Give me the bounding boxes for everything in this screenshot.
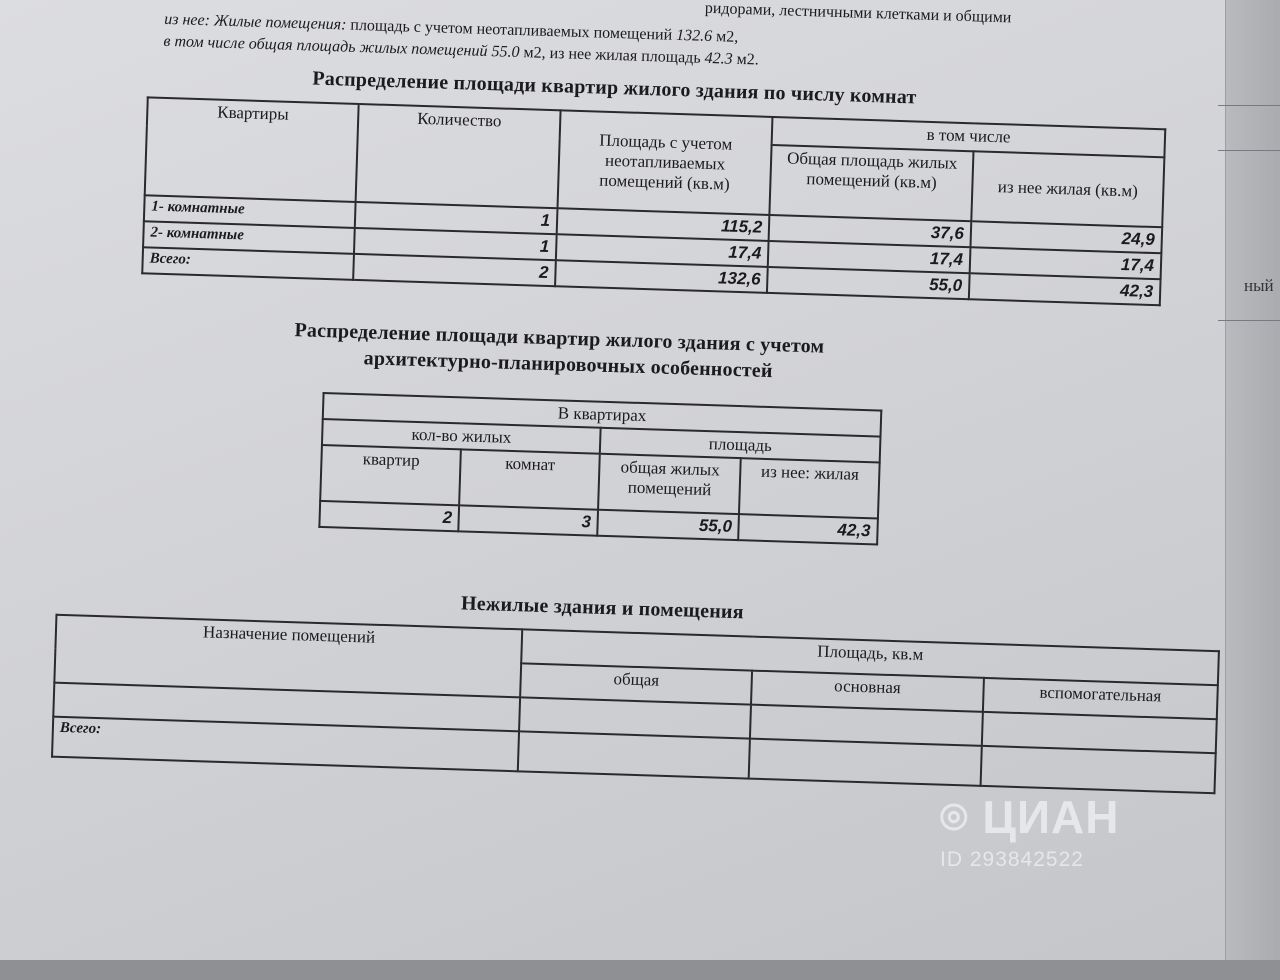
- col-living: из нее: жилая: [739, 458, 879, 518]
- table1-title: Распределение площади квартир жилого здания по числу комнат: [312, 67, 917, 109]
- edge-text: ный: [1244, 276, 1274, 295]
- line2-value2: 42.3: [704, 49, 733, 68]
- col-living-total: Общая площадь жилых помещений (кв.м): [770, 145, 974, 221]
- cell-living-total: 37,6: [769, 215, 971, 247]
- cell-area-total: 115,2: [557, 208, 770, 241]
- cell-living: 17,4: [970, 247, 1162, 279]
- col-apartments: Квартиры: [145, 97, 359, 202]
- cell-count: 1: [355, 202, 557, 234]
- table3-title: Нежилые здания и помещения: [460, 592, 745, 624]
- cell-living: 24,9: [970, 221, 1162, 253]
- watermark-logo: [940, 790, 1120, 846]
- location-pin-icon: ⌾: [940, 791, 969, 843]
- line2-unit: м2.: [736, 50, 760, 69]
- cell-living-total: 17,4: [768, 241, 970, 273]
- col-total: общая: [520, 663, 752, 704]
- watermark: [940, 790, 1120, 872]
- empty-cell: [749, 739, 982, 786]
- table2-title-line-2: архитектурно-планировочных особенностей: [363, 347, 774, 383]
- cell-living: 42,3: [739, 514, 878, 544]
- cell-living: 42,3: [969, 273, 1161, 305]
- line1-prefix: из нее: Жилые помещения:: [163, 10, 347, 34]
- cell-living-total: 55,0: [767, 267, 969, 299]
- row-label: 2- комнатные: [143, 221, 355, 254]
- cell-living-total: 55,0: [598, 510, 740, 540]
- line1-unit: м2,: [715, 28, 739, 46]
- empty-cell: [518, 731, 750, 778]
- col-count: Количество: [356, 104, 561, 208]
- line2-prefix: в том числе общая площадь жилых помещений: [163, 32, 488, 60]
- line1-text: площадь с учетом неотапливаемых помещений: [350, 16, 673, 44]
- col-apartments: квартир: [320, 445, 461, 505]
- col-purpose: Назначение помещений: [54, 615, 522, 698]
- rooms-distribution-table: [141, 96, 1166, 306]
- line2-mid: м2, из нее жилая площадь: [523, 44, 701, 67]
- cell-apartments: 2: [319, 501, 459, 531]
- row-label: Всего:: [142, 247, 354, 280]
- line2-value: 55.0: [491, 43, 520, 61]
- col-area: площадь: [600, 428, 880, 463]
- table2-title-line-1: Распределение площади квартир жилого здания с учетом: [294, 319, 825, 358]
- cell-count: 1: [354, 228, 556, 260]
- nonresidential-table: [51, 614, 1220, 795]
- layout-features-table: [318, 392, 882, 546]
- col-living: из нее жилая (кв.м): [971, 151, 1164, 227]
- row-label: 1- комнатные: [144, 195, 356, 228]
- col-including: в том числе: [772, 117, 1165, 157]
- col-area: Площадь, кв.м: [521, 629, 1218, 685]
- cell-rooms: 3: [459, 505, 599, 535]
- total-label: Всего:: [52, 717, 519, 772]
- col-living-total: общая жилых помещений: [598, 454, 741, 514]
- col-count-living: кол-во жилых: [322, 419, 601, 454]
- col-in-apartments: В квартирах: [323, 393, 882, 437]
- header-fragment: ридорами, лестничными клетками и общими: [704, 0, 1012, 27]
- cell-area-total: 17,4: [556, 234, 769, 267]
- col-rooms: комнат: [459, 449, 600, 509]
- cell-count: 2: [353, 254, 555, 286]
- cell-area-total: 132,6: [555, 260, 768, 293]
- watermark-id: ID 293842522: [940, 848, 1084, 871]
- line1-value: 132.6: [675, 26, 713, 46]
- watermark-logo-text: ЦИАН: [982, 791, 1120, 843]
- col-area-total: Площадь с учетом неотапливаемых помещений (кв.м): [557, 110, 772, 215]
- empty-cell: [980, 746, 1215, 793]
- col-main: основная: [751, 671, 984, 712]
- col-auxiliary: вспомогательная: [983, 678, 1218, 719]
